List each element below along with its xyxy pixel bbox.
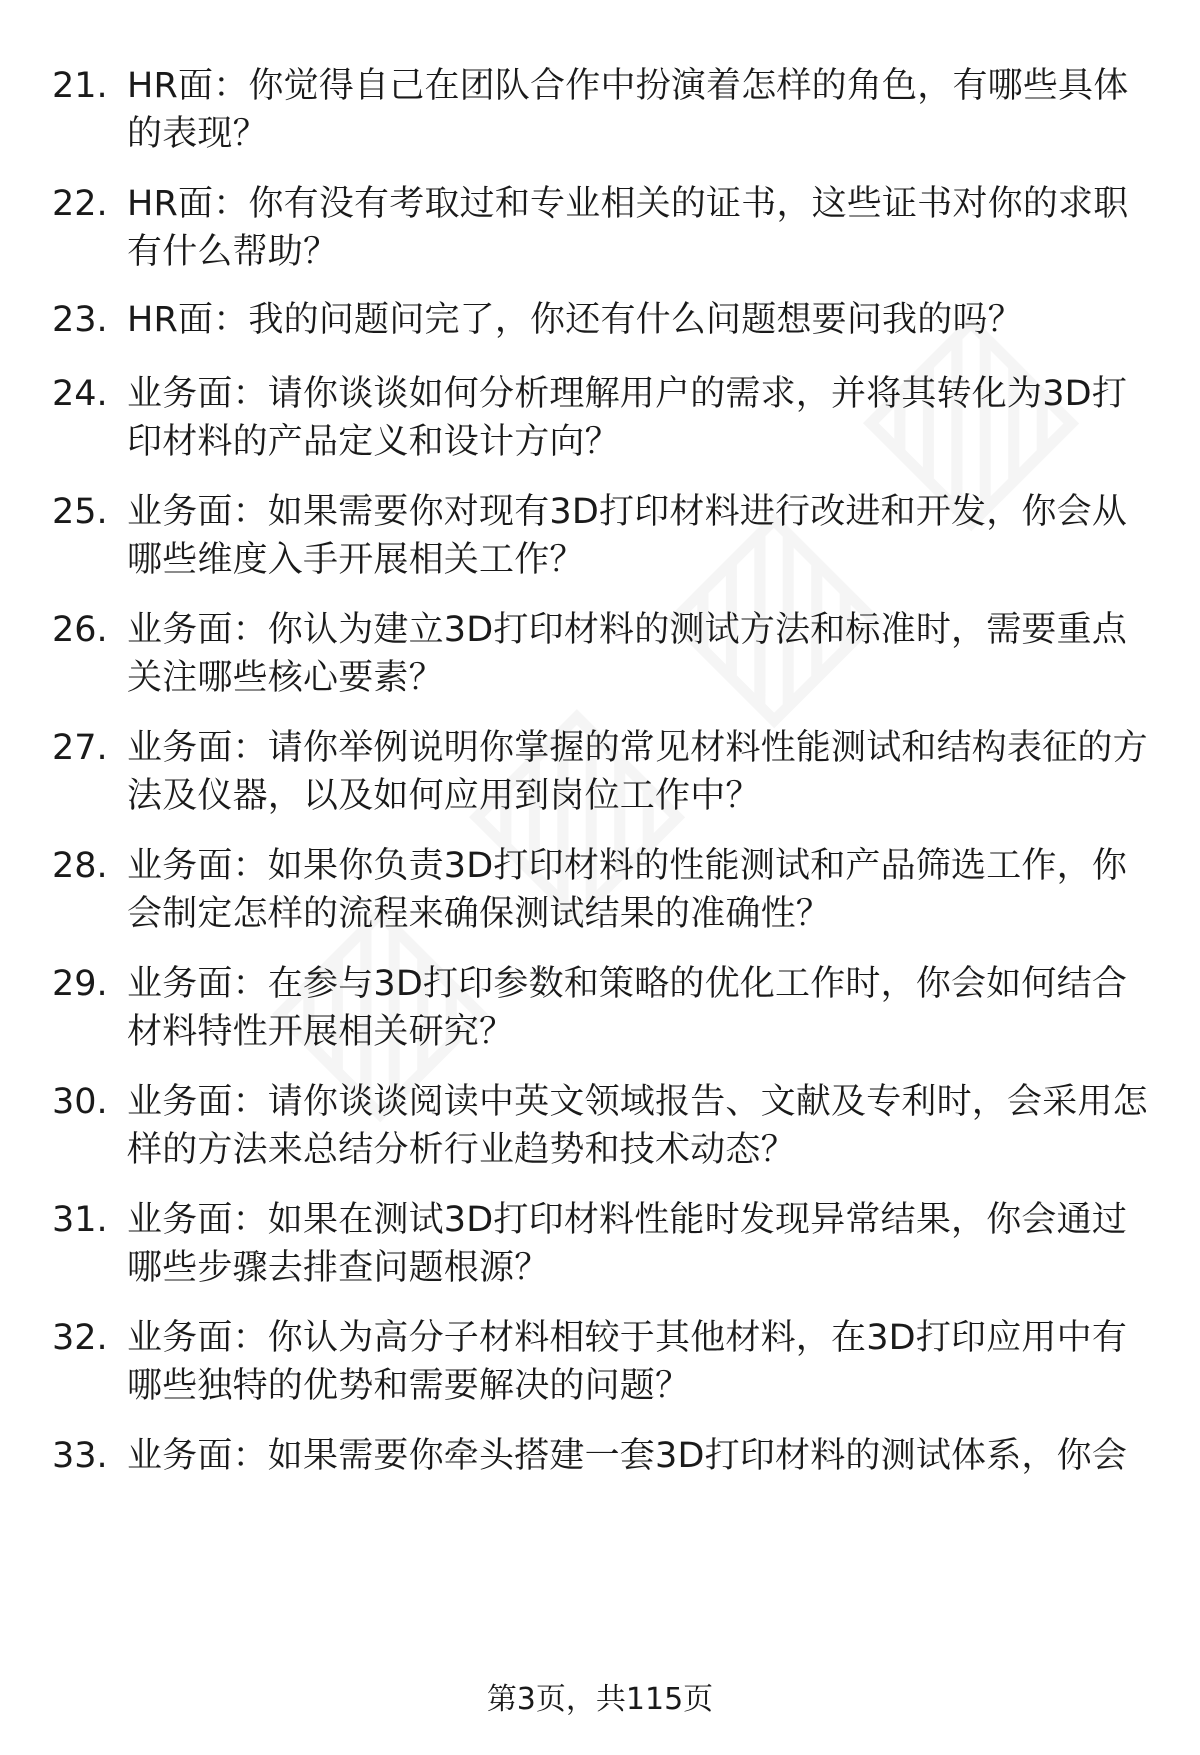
question-text: 业务面：你认为建立3D打印材料的测试方法和标准时，需要重点关注哪些核心要素？ (127, 610, 1128, 698)
question-text: HR面：我的问题问完了，你还有什么问题想要问我的吗？ (127, 300, 1023, 340)
question-text: 业务面：请你谈谈阅读中英文领域报告、文献及专利时，会采用怎样的方法来总结分析行业趋势和技术动态？ (127, 1082, 1148, 1170)
question-number: 30. (52, 1082, 108, 1122)
question-text: 业务面：请你谈谈如何分析理解用户的需求，并将其转化为3D打印材料的产品定义和设计方向？ (127, 374, 1128, 462)
question-number: 27. (52, 728, 108, 768)
question-number: 28. (52, 846, 108, 886)
question-number: 22. (52, 184, 108, 224)
question-number: 31. (52, 1200, 108, 1240)
question-text: 业务面：你认为高分子材料相较于其他材料，在3D打印应用中有哪些独特的优势和需要解决的问题？ (127, 1318, 1128, 1406)
page-number-footer: 第3页，共115页 (486, 1682, 714, 1717)
question-text: 业务面：如果需要你对现有3D打印材料进行改进和开发，你会从哪些维度入手开展相关工作？ (127, 492, 1128, 580)
question-text: HR面：你有没有考取过和专业相关的证书，这些证书对你的求职有什么帮助？ (127, 184, 1129, 272)
question-text: 业务面：请你举例说明你掌握的常见材料性能测试和结构表征的方法及仪器，以及如何应用到岗位工作中？ (127, 728, 1148, 816)
question-number: 21. (52, 66, 108, 106)
question-number: 24. (52, 374, 108, 414)
question-number: 32. (52, 1318, 108, 1358)
question-text: 业务面：在参与3D打印参数和策略的优化工作时，你会如何结合材料特性开展相关研究？ (127, 964, 1128, 1052)
question-text: HR面：你觉得自己在团队合作中扮演着怎样的角色，有哪些具体的表现？ (127, 66, 1129, 154)
question-text: 业务面：如果你负责3D打印材料的性能测试和产品筛选工作，你会制定怎样的流程来确保测试结果的准确性？ (127, 846, 1128, 934)
question-text: 业务面：如果需要你牵头搭建一套3D打印材料的测试体系，你会 (127, 1436, 1128, 1476)
question-text: 业务面：如果在测试3D打印材料性能时发现异常结果，你会通过哪些步骤去排查问题根源？ (127, 1200, 1128, 1288)
question-number: 23. (52, 300, 108, 340)
question-number: 33. (52, 1436, 108, 1476)
question-number: 26. (52, 610, 108, 650)
question-number: 25. (52, 492, 108, 532)
question-number: 29. (52, 964, 108, 1004)
